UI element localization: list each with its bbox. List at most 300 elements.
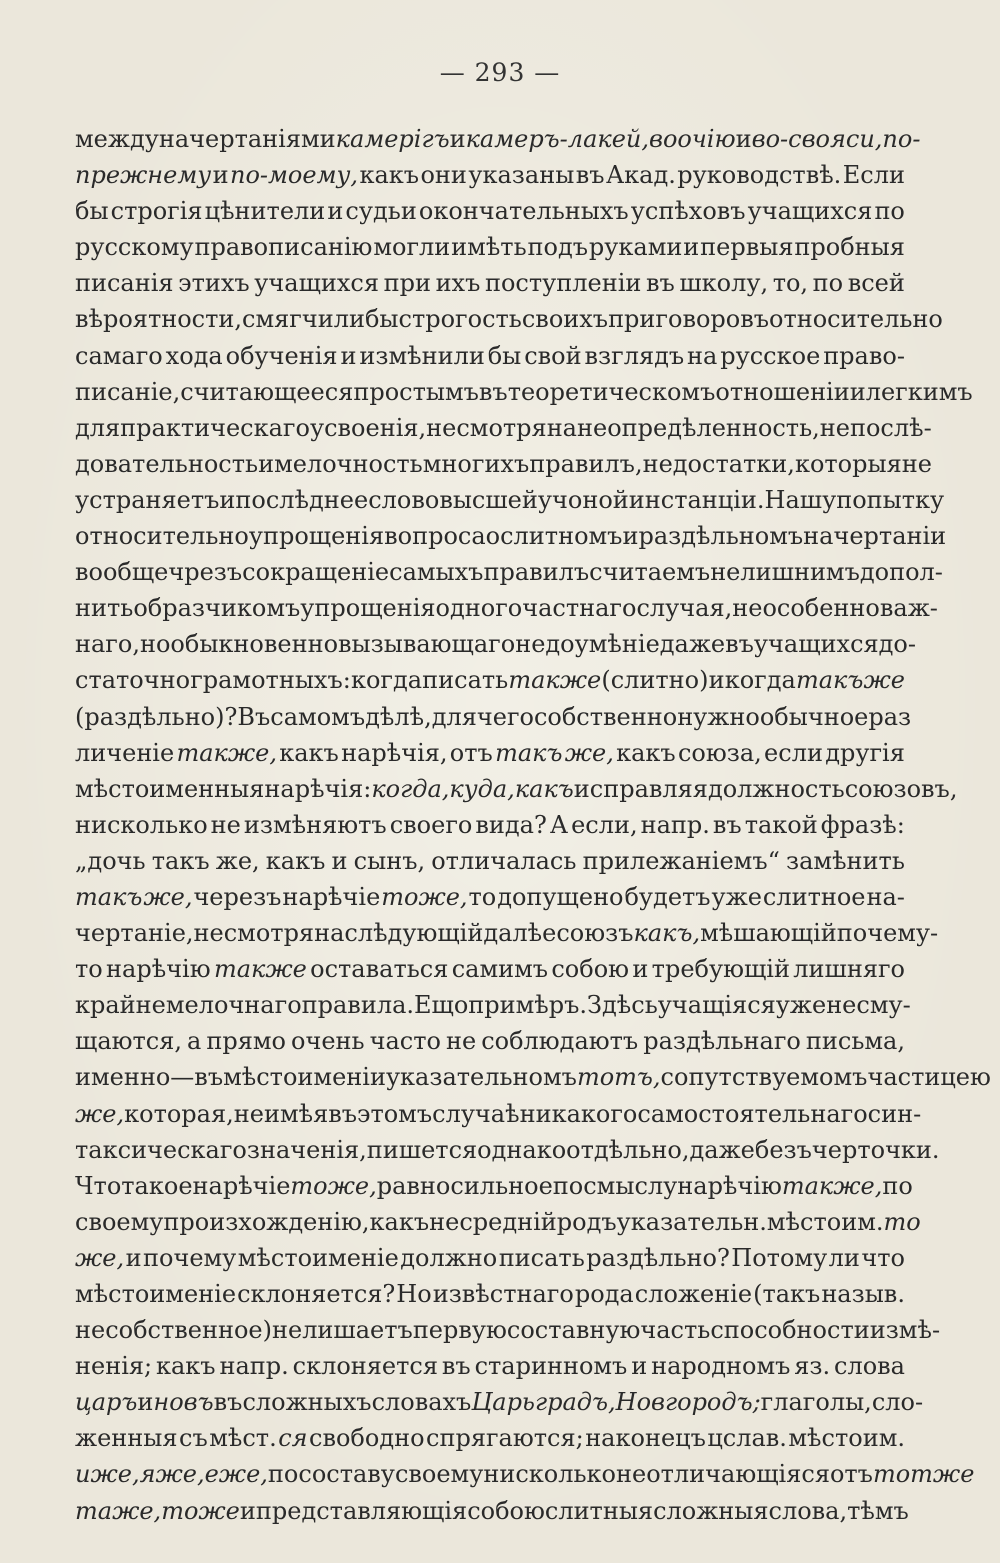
word: и [125,1243,142,1272]
word: смотря [223,919,315,948]
text-line [75,1204,921,1240]
word: въ [645,269,675,298]
word: смыслу [583,1171,678,1200]
word: способности [710,1316,870,1345]
word: многихъ [422,449,530,478]
text-line [75,265,905,301]
word: они [420,161,467,190]
word: произхожденію, [163,1207,370,1236]
word: имѣть [451,233,527,262]
italic-word: иже, [75,1460,140,1489]
word: своему [394,1460,484,1489]
word: и [212,161,229,190]
word: же, [215,846,260,875]
word: неопредѣленность, [577,413,820,442]
word: мѣстоим. [766,1207,884,1236]
word: безъ [754,1135,812,1164]
word: яз. [794,1352,831,1381]
word: какъ [369,1207,430,1236]
word: непослѣ- [819,413,932,442]
word: упрощенія [248,522,385,551]
word: и [632,955,649,984]
word: лишаетъ [302,1316,413,1345]
word: должность [707,774,845,803]
word: Въ [237,702,271,731]
word: сму- [856,991,911,1020]
word: обученія [225,341,338,370]
word: лишняго [793,955,905,984]
word: раздѣльно? [586,1243,730,1272]
word: сло- [871,1388,924,1417]
word: цѣнители [204,197,326,226]
word: на [314,919,345,948]
text-line [75,987,911,1023]
word: ихъ [435,269,481,298]
word: упрощенія [300,594,436,623]
word: что [861,1243,905,1272]
word: часть [640,1316,711,1345]
text-line [75,121,921,157]
word: русскому [75,233,194,262]
word: русское [720,341,821,370]
italic-word: же, [564,738,614,767]
text-line [75,771,958,807]
italic-word: ся [278,1424,308,1453]
word: слитное [762,882,866,911]
word: слово [368,485,440,514]
word: старинномъ [474,1352,628,1381]
word: случая, [636,594,733,623]
italic-word: камеръ-лакей, [465,125,649,153]
word: учащихся [254,269,380,298]
word: слитныя [544,1496,654,1525]
word: писать [498,1243,585,1272]
word: слова, [768,1496,848,1525]
italic-word: тотже [872,1460,975,1489]
word: примѣръ. [468,991,588,1020]
word: уже [711,882,762,911]
word: относительно [769,305,943,334]
italic-word: же, [143,882,193,911]
word: глаголы, [760,1388,872,1417]
word: сложеніе [634,1280,753,1308]
word: наконецъ [585,1424,706,1453]
word: обычное [759,702,869,731]
word: допущено [497,882,624,911]
word: тѣмъ [847,1496,909,1525]
word: по [267,1460,299,1489]
word: недостатки, [642,449,795,478]
italic-word: также, [781,1171,883,1200]
italic-word: также [508,666,602,695]
italic-word: новъ [153,1388,214,1417]
word: этихъ [178,269,250,298]
word: нарѣчію [677,1171,782,1200]
word: частнаго [522,594,637,623]
word: уже [775,991,827,1020]
word: недоумѣніе [515,630,660,659]
word: средній [459,1207,557,1236]
word: самомъ [270,702,366,731]
word: чрезъ [168,558,243,587]
word: на- [866,882,905,911]
word: не [901,449,932,478]
text-line [75,626,916,662]
word: такое [121,1171,193,1200]
word: (слитно) [601,666,709,695]
word: А [549,810,569,839]
italic-word: камерігъ [335,125,450,153]
word: напр. [219,1352,289,1381]
word: въ [213,1388,243,1417]
word: крайне [75,991,166,1020]
word: и [137,1388,154,1417]
word: отъ [449,738,493,767]
word: въ [575,161,605,190]
word: мѣст. [209,1424,277,1453]
text-line [75,1168,913,1204]
word: судьи [345,197,417,226]
word: обыкновенно [170,630,339,659]
word: даже [659,630,726,659]
italic-word: по- [882,125,921,153]
italic-word: по-моему, [230,161,359,190]
word: щаются, [75,1027,183,1056]
word: родъ [556,1207,617,1236]
word: по [552,1171,584,1200]
word: собственно [533,702,678,731]
italic-word: такъ [75,882,143,911]
word: раздѣльномъ [638,522,804,551]
word: какъ [616,738,676,767]
word: (такъ [753,1280,821,1308]
word: мѣстоименіе [237,1243,399,1272]
word: такъ [151,846,210,875]
word: которая, [124,1099,234,1128]
word: въ [328,1099,358,1128]
word: своему [75,1207,164,1236]
word: очень [291,1027,365,1056]
word: когда [350,666,423,695]
word: Потому [731,1243,828,1272]
word: даже [689,1135,755,1164]
word: однако [477,1135,567,1164]
word: черезъ [193,882,282,911]
italic-word: какъ, [633,919,701,948]
word: своего [389,810,473,839]
word: легкимъ [865,377,973,406]
word: правилъ, [529,449,643,478]
italic-word: прежнему [75,161,212,190]
word: нисколько [483,1460,616,1489]
word: женныя [75,1424,178,1453]
word: исправляя [573,774,708,803]
word: никакого [519,1099,638,1128]
text-line [75,1096,922,1132]
word: строгія [110,197,203,226]
word: сынъ, [353,846,426,875]
italic-word: воочію [649,125,736,153]
italic-word: тоже, [290,1171,377,1200]
word: и [340,341,357,370]
italic-word: же [863,666,905,695]
word: для [431,702,477,731]
word: считаемъ [589,558,711,587]
word: союзовъ, [844,774,958,803]
word: мелочность [274,449,423,478]
text-line [75,374,973,410]
word: и [258,449,275,478]
word: нарѣчію [106,955,211,984]
word: какъ [265,846,326,875]
text-line [75,1456,975,1492]
word: чего [476,702,534,731]
word: и [239,1496,256,1525]
word: самаго [75,341,163,370]
word: наго, [75,630,140,659]
text-line [75,482,945,518]
italic-word: Царьградъ, [471,1388,616,1417]
text-line [75,1132,940,1168]
word: своихъ [521,305,609,334]
word: не [616,1460,647,1489]
word: и [449,125,466,153]
word: нужно [677,702,760,731]
word: самостоятельнаго [637,1099,868,1128]
italic-word: еже, [204,1460,268,1489]
text-line [75,518,947,554]
italic-word: же, [75,1243,125,1272]
word: нить [75,594,134,623]
word: син- [867,1099,922,1128]
word: въ [478,377,508,406]
word: простымъ [353,377,479,406]
word: по [812,269,844,298]
text-line [75,446,932,482]
word: союзъ [556,919,634,948]
word: и [631,1352,648,1381]
word: Акад. [605,161,676,190]
word: назыв. [821,1280,905,1308]
text-line [75,1276,905,1312]
word: строгость [398,305,522,334]
word: то, [772,269,809,298]
word: особенно [762,594,880,623]
word: составную [506,1316,641,1345]
text-line [75,879,905,915]
word: то [468,882,497,911]
word: и [849,377,866,406]
word: имѣя [263,1099,329,1128]
word: и [708,666,725,695]
word: представляющія [255,1496,468,1525]
word: не [271,1316,303,1345]
word: въ [712,810,742,839]
word: спрягаются; [426,1424,584,1453]
word: и [683,233,700,262]
text-line [75,410,932,446]
word: союза, [677,738,762,767]
word: слова [834,1352,905,1381]
word: ненія; [75,1352,153,1381]
word: вида? [475,810,547,839]
word: отличалась [431,846,577,875]
word: соблюдаютъ [481,1027,639,1056]
word: раздѣльнаго [643,1027,801,1056]
word: измѣнили [359,341,485,370]
word: собою [467,1496,545,1525]
word: относительно [75,522,249,551]
word: и [327,197,344,226]
italic-word: яже, [139,1460,205,1489]
word: сокращеніе [242,558,390,587]
word: довательность [75,449,259,478]
word: для [75,413,121,442]
text-line [75,951,905,987]
italic-word: Новгородъ; [615,1388,761,1417]
word: правила. [301,991,414,1020]
word: чертаніе, [75,919,194,948]
italic-word: также [213,955,307,984]
word: сложныхъ [242,1388,372,1417]
word: правописанію [194,233,373,262]
word: правилъ [483,558,590,587]
word: о [485,522,501,551]
word: отдѣльно, [566,1135,690,1164]
word: указательномъ [385,1063,577,1092]
word: прямо [206,1027,286,1056]
word: Если [842,161,905,190]
italic-word: же, [75,1099,125,1128]
word: приговоровъ [608,305,769,334]
word: но [139,630,171,659]
word: а [187,1027,202,1056]
word: другія [825,738,905,767]
text-line [75,735,905,771]
word: мѣшающій [700,919,837,948]
word: не [210,810,241,839]
word: попытку [836,485,945,514]
word: словахъ [371,1388,472,1417]
word: несобственное) [75,1316,272,1345]
word: письма, [805,1027,905,1056]
word: подъ [527,233,589,262]
word: дѣлѣ, [365,702,432,731]
word: не [429,1207,460,1236]
text-line [75,915,939,951]
italic-word: такъ [795,666,864,695]
text-line [75,554,943,590]
word: нарѣчіе [282,882,381,911]
text-line [75,193,905,229]
word: мѣстоим. [788,1424,905,1453]
word: свой [524,341,582,370]
word: до- [878,630,916,659]
word: нисколько [75,810,208,839]
word: съ [179,1424,208,1453]
word: вызывающаго [338,630,516,659]
word: будетъ [624,882,711,911]
word: то [75,955,103,984]
word: писанія [75,269,174,298]
word: начертаніями [158,125,336,153]
word: фразѣ: [820,810,905,839]
italic-word: такъ [495,738,563,767]
word: начертаніи [803,522,947,551]
word: теоретическомъ [507,377,716,406]
word: практическаго [120,413,310,442]
word: „дочь [75,846,146,875]
word: усвоенія, [309,413,427,442]
word: прилежаніемъ“ [582,846,780,875]
word: слѣдующій [344,919,484,948]
italic-word: то [883,1207,921,1236]
word: мѣстоименныя [75,774,265,803]
text-line [75,1384,924,1420]
word: склоняется [292,1352,438,1381]
word: смягчили [242,305,365,334]
text-line [75,229,905,265]
word: руками [588,233,683,262]
body-text [75,121,991,1529]
word: на [687,341,718,370]
word: писать [422,666,509,695]
word: отличающіяся [646,1460,830,1489]
word: частицею [867,1063,991,1092]
word: всей [847,269,905,298]
word: народномъ [651,1352,791,1381]
word: пробныя [794,233,905,262]
word: и [622,522,639,551]
word: въ [441,1352,471,1381]
word: сложныя [653,1496,769,1525]
word: пишется [366,1135,478,1164]
word: вопроса [384,522,486,551]
word: какъ [359,161,420,190]
word: когда [724,666,796,695]
word: инстанціи. [628,485,765,514]
word: часто [369,1027,441,1056]
word: устраняетъ [75,485,220,514]
italic-word: когда, [371,774,450,803]
word: указательн. [616,1207,767,1236]
word: нарѣчія, [341,738,448,767]
word: Здѣсь [587,991,658,1020]
word: учоной [537,485,629,514]
italic-word: тоже, [381,882,468,911]
word: далѣе [483,919,557,948]
word: извѣстнаго [432,1280,574,1308]
word: не [426,413,457,442]
word: составу [298,1460,395,1489]
word: не [445,1027,477,1056]
word: слитномъ [500,522,623,551]
word: цслав. [707,1424,787,1453]
word: именно—въ [75,1063,224,1092]
word: не [193,919,224,948]
word: учащихся [747,197,873,226]
word: вѣроятности, [75,305,243,334]
word: хода [165,341,223,370]
italic-word: куда, [449,774,515,803]
word: должно [400,1243,498,1272]
word: таксическаго [75,1135,247,1164]
word: допол- [859,558,943,587]
text-line [75,301,943,337]
word: бы [75,197,109,226]
word: высшей [439,485,538,514]
word: отношеніи [715,377,850,406]
